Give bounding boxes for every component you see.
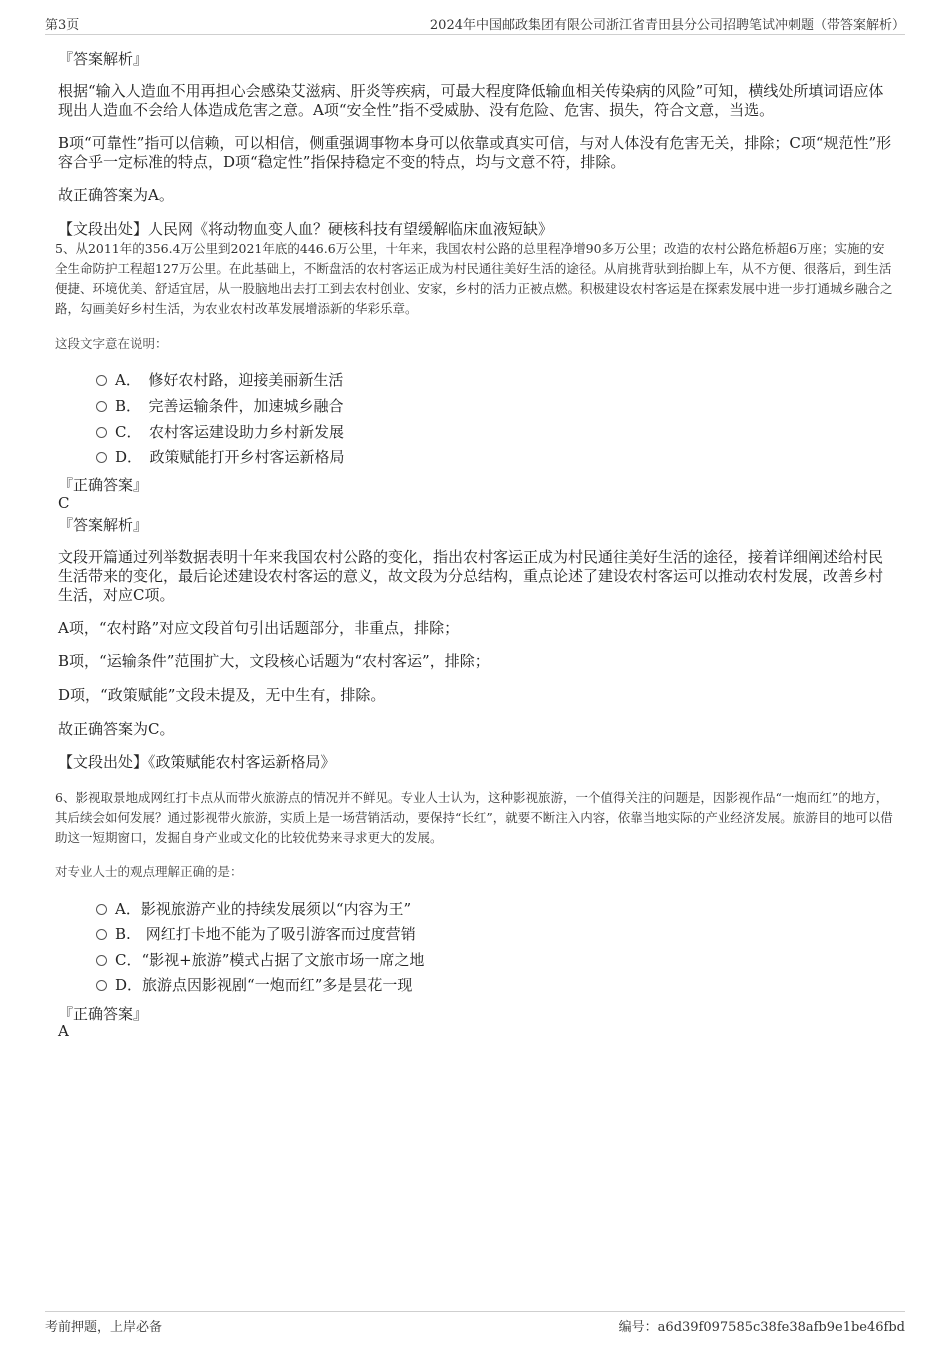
question-text: 6、影视取景地成网红打卡点从而带火旅游点的情况并不鲜见。专业人士认为，这种影视旅游，一个值得关注的问题是，因影视作品“一炮而红”的地方，其后续会如何发展？通过影视带火旅游，实质上是一场营销活动，要保持“长红”，就要不断注入内容，依靠当地实际的产业经济发展。旅游目的地可以借助这一短期窗口，发掘自身产业或文化的比较优势来寻求更大的发展。: [55, 790, 893, 845]
analysis-label: 『答案解析』: [58, 516, 149, 534]
analysis-label: 『答案解析』: [58, 50, 149, 68]
answer-value: C: [58, 494, 70, 512]
radio-icon[interactable]: [96, 955, 107, 966]
document-title: 2024年中国邮政集团有限公司浙江省青田县分公司招聘笔试冲刺题（带答案解析）: [429, 18, 905, 33]
question-prompt: 这段文字意在说明：: [55, 336, 168, 351]
question-prompt: 对专业人士的观点理解正确的是：: [55, 864, 243, 879]
option-c[interactable]: [96, 949, 424, 969]
option-b[interactable]: [96, 923, 416, 943]
source-note: 【文段出处】人民网《将动物血变人血？硬核科技有望缓解临床血液短缺》: [58, 220, 554, 238]
answer-value: A: [58, 1022, 69, 1040]
document-id: 编号：a6d39f097585c38fe38afb9e1be46fbd: [618, 1320, 905, 1335]
analysis-paragraph: 文段开篇通过列举数据表明十年来我国农村公路的变化，指出农村客运正成为村民通往美好生活的途径，接着详细阐述给村民生活带来的变化，最后论述建设农村客运的意义，故文段为分总结构，重点论述了建设农村客运可以推动农村发展，改善乡村生活，对应C项。: [58, 548, 884, 604]
option-d[interactable]: [96, 446, 345, 466]
radio-icon[interactable]: [96, 427, 107, 438]
question-text: 5、从2011年的356.4万公里到2021年底的446.6万公里，十年来，我国农村公路的总里程净增90多万公里；改造的农村公路危桥超6万座；实施的安全生命防护工程超127万公里。在此基础上，不断盘活的农村客运正成为村民通往美好生活的途径。从肩挑背驮到抬脚上车，从不方便、很落后，到生活便捷、环境优美、舒适宜居，从一股脑地出去打工到去农村创业、安家，乡村的活力正被点燃。积极建设农村客运是在探索发展中进一步打通城乡融合之路，勾画美好乡村生活，为农业农村改革发展增添新的华彩乐章。: [55, 241, 893, 316]
option-label: A． 修好农村路，迎接美丽新生活: [115, 371, 344, 389]
option-a[interactable]: [96, 369, 343, 389]
page-number: 第3页: [45, 18, 80, 33]
option-d[interactable]: [96, 974, 412, 994]
option-a[interactable]: [96, 898, 411, 918]
option-label: C．“影视+旅游”模式占据了文旅市场一席之地: [115, 951, 425, 969]
option-label: C． 农村客运建设助力乡村新发展: [115, 423, 344, 441]
analysis-conclusion: 故正确答案为A。: [58, 186, 174, 204]
analysis-paragraph: A项，“农村路”对应文段首句引出话题部分，非重点，排除；: [58, 619, 460, 637]
analysis-conclusion: 故正确答案为C。: [58, 720, 175, 738]
option-label: A．影视旅游产业的持续发展须以“内容为王”: [115, 900, 412, 918]
option-c[interactable]: [96, 421, 344, 441]
radio-icon[interactable]: [96, 375, 107, 386]
option-b[interactable]: [96, 395, 344, 415]
radio-icon[interactable]: [96, 904, 107, 915]
option-label: D．旅游点因影视剧“一炮而红”多是昙花一现: [115, 976, 413, 994]
analysis-paragraph: B项“可靠性”指可以信赖，可以相信，侧重强调事物本身可以依靠或真实可信，与对人体没有危害无关，排除；C项“规范性”形容合乎一定标准的特点，D项“稳定性”指保持稳定不变的特点，均与文意不符，排除。: [58, 134, 892, 171]
radio-icon[interactable]: [96, 452, 107, 463]
option-label: D． 政策赋能打开乡村客运新格局: [115, 448, 345, 466]
analysis-paragraph: B项，“运输条件”范围扩大，文段核心话题为“农村客运”，排除；: [58, 652, 490, 670]
analysis-paragraph: 根据“输入人造血不用再担心会感染艾滋病、肝炎等疾病，可最大程度降低输血相关传染病的风险”可知，横线处所填词语应体现出人造血不会给人体造成危害之意。A项“安全性”指不受威胁、没有危险、危害、损失，符合文意，当选。: [58, 82, 884, 119]
footer-slogan: 考前押题，上岸必备: [45, 1320, 163, 1335]
analysis-paragraph: D项，“政策赋能”文段未提及，无中生有，排除。: [58, 686, 386, 704]
option-label: B． 完善运输条件，加速城乡融合: [115, 397, 344, 415]
radio-icon[interactable]: [96, 401, 107, 412]
option-label: B. 网红打卡地不能为了吸引游客而过度营销: [115, 925, 416, 943]
answer-label: 『正确答案』: [58, 476, 149, 494]
page-header: [45, 14, 905, 35]
radio-icon[interactable]: [96, 929, 107, 940]
radio-icon[interactable]: [96, 980, 107, 991]
answer-label: 『正确答案』: [58, 1005, 149, 1023]
page-footer: [45, 1311, 905, 1336]
source-note: 【文段出处】《政策赋能农村客运新格局》: [58, 753, 336, 771]
